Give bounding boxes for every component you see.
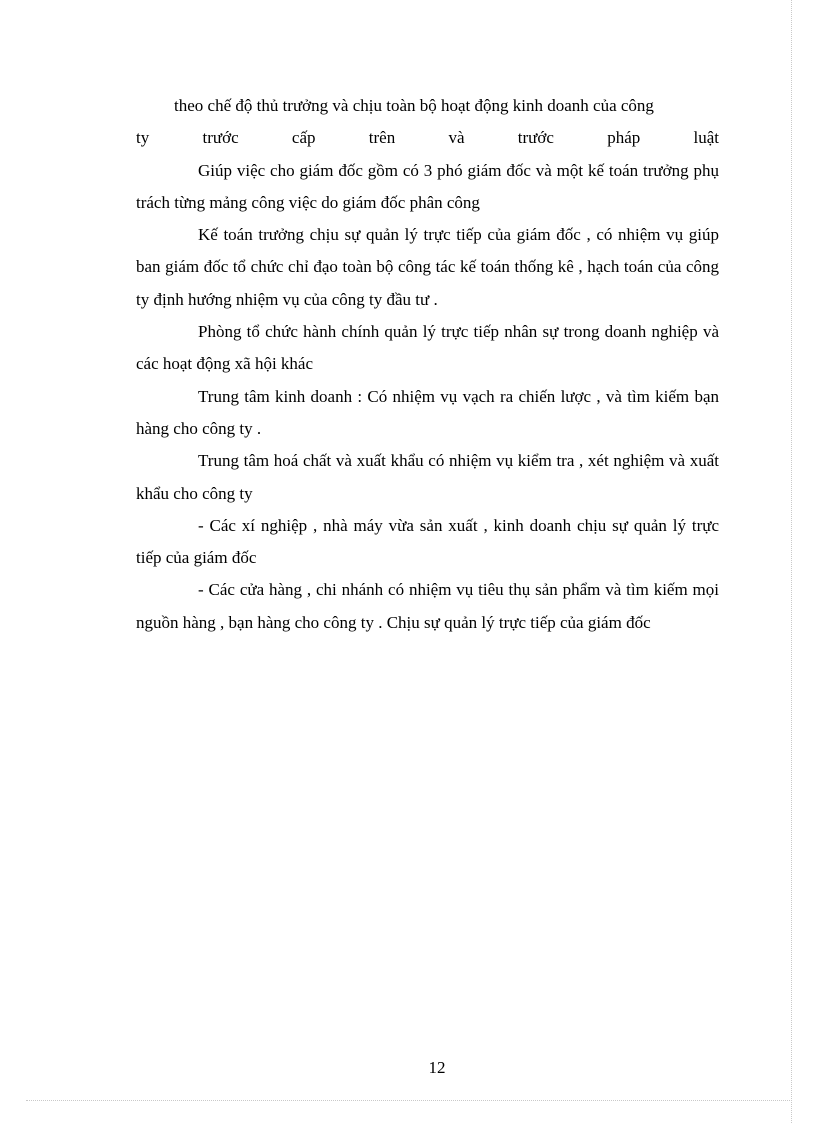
paragraph-chemical-center: Trung tâm hoá chất và xuất khẩu có nhiệm vụ kiểm tra , xét nghiệm và xuất khẩu cho công ty [136,451,719,503]
paragraph-chief-accountant: Kế toán trưởng chịu sự quản lý trực tiếp của giám đốc , có nhiệm vụ giúp ban giám đốc tổ chức chỉ đạo toàn bộ công tác kế toán thống kê , hạch toán của công ty định hướng nhiệm vụ của công ty đầu tư . [136,225,719,309]
paragraph-continuation-end: ty trước cấp trên và trước pháp luật [136,128,719,148]
paragraph-stores-branches: - Các cửa hàng , chi nhánh có nhiệm vụ tiêu thụ sản phẩm và tìm kiếm mọi nguồn hàng , bạn hàng cho công ty . Chịu sự quản lý trực tiếp của giám đốc [136,580,719,632]
document-body [136,90,719,639]
page-number: 12 [428,1058,446,1077]
page-border-bottom [26,1100,792,1101]
paragraph-admin-department: Phòng tổ chức hành chính quản lý trực tiếp nhân sự trong doanh nghiệp và các hoạt động xã hội khác [136,322,719,374]
paragraph-deputy-directors: Giúp việc cho giám đốc gồm có 3 phó giám đốc và một kế toán trưởng phụ trách từng mảng công việc do giám đốc phân công [136,160,719,212]
paragraph-business-center: Trung tâm kinh doanh : Có nhiệm vụ vạch ra chiến lược , và tìm kiếm bạn hàng cho công ty . [136,386,719,438]
page-border-right [791,0,792,1123]
paragraph-enterprises: - Các xí nghiệp , nhà máy vừa sản xuất , kinh doanh chịu sự quản lý trực tiếp của giám đốc [136,515,719,568]
paragraph-continuation: theo chế độ thủ trưởng và chịu toàn bộ hoạt động kinh doanh của công [174,96,654,115]
